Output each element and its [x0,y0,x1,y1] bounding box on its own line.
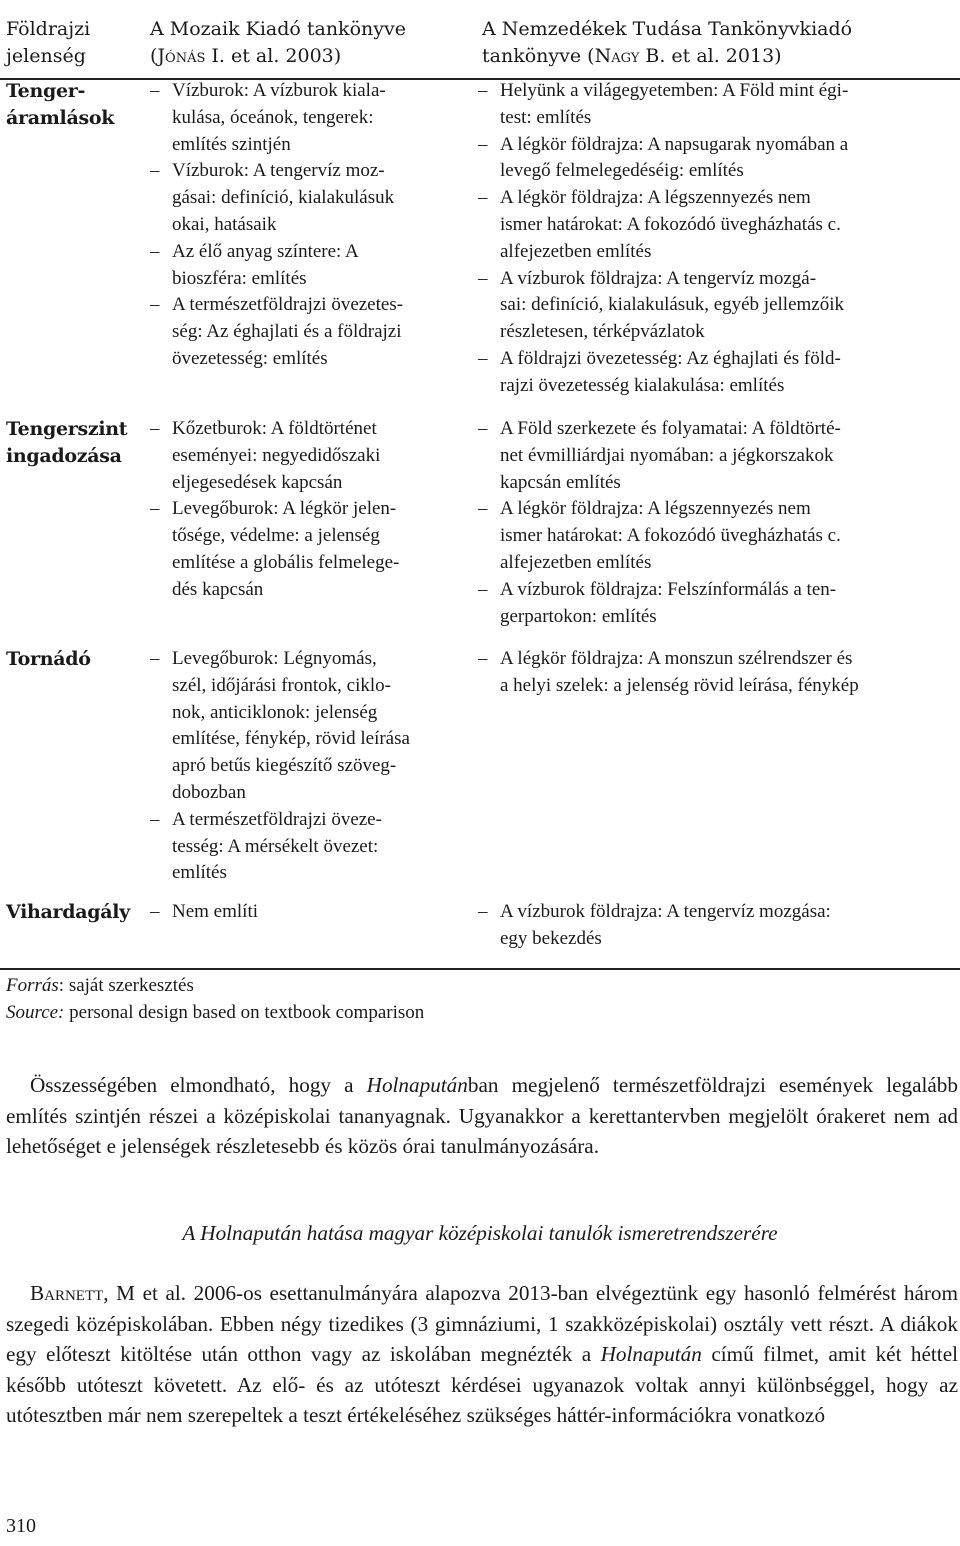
list-item-line: A légkör földrajza: A légszennyezés nem [500,187,811,209]
ntk-cell [478,416,958,630]
header-line: A Mozaik Kiadó tankönyve [150,18,406,40]
list-item-line: dés kapcsán [172,578,264,600]
film-title: Holnapután [600,1342,702,1366]
list-item [478,646,958,700]
list-item [478,496,958,576]
list-item-line: rajzi övezetesség kialakulása: említés [500,374,785,396]
source-en: Source: personal design based on textbook comparison [6,1002,425,1023]
header-line: jelenség [6,45,86,67]
list-item-line: alfejezetben említés [500,240,652,262]
ntk-cell [478,646,958,700]
row-label-line: Tengerszint [6,418,128,440]
list-item-line: sai: definíció, kialakulásuk, egyéb jellemzőik [500,294,845,316]
row-label [6,416,146,470]
film-title: Holnapután [366,1073,468,1097]
list-item-line: kulása, óceánok, tengerek: [172,106,374,128]
section-heading: A Holnapután hatása magyar középiskolai tanulók ismeretrendszerére [182,1221,778,1245]
list-item-line: ismer határokat: A fokozódó üvegházhatás c. [500,525,841,547]
list-item-line: A vízburok földrajza: A tengervíz mozgása: [500,901,831,922]
list-item-line: Kőzetburok: A földtörténet [172,418,377,439]
row-label-line: Tornádó [6,648,91,670]
list-item-line: ismer határokat: A fokozódó üvegházhatás c. [500,213,841,235]
list-item-line: net évmilliárdjai nyomában: a jégkorszakok [500,444,834,466]
list-item-line: tesség: A mérsékelt övezet: [172,835,379,857]
list-item-line: említés [172,862,227,884]
list-item-line: ség: Az éghajlati és a földrajzi [172,321,402,343]
row-label [6,646,146,673]
list-item-line: egy bekezdés [500,927,602,949]
list-item-line: A földrajzi övezetesség: Az éghajlati és föld- [500,347,841,369]
list-item-line: bioszféra: említés [172,267,307,289]
header-line: tankönyve (Nagy B. et al. 2013) [482,45,782,67]
study-paragraph: Barnett, M et al. 2006-os esettanulmányára alapozva 2013-ban elvégeztünk egy hasonló felmérést három szegedi középiskolában. Ebben négy tizedikes (3 gimnáziumi, 1 szakközépiskolai) osztály vett részt. A diákok egy előteszt kitöltése után otthon vagy az iskolában megnézték a Holnapután című filmet, amit két héttel később utóteszt követett. Az elő- és az utóteszt kérdései ugyanazok voltak annyi különbséggel, hogy az utótesztben már nem szerepeltek a teszt értékeléséhez szükséges háttér-információkra vonatkozó [6,1281,958,1427]
list-item-line: A légkör földrajza: A légszennyezés nem [500,498,811,520]
summary-paragraph: Összességében elmondható, hogy a Holnaputánban megjelenő természetföldrajzi események legalább említés szintjén részei a középiskolai tananyagnak. Ugyanakkor a kerettantervben megjelölt órakeret nem ad lehetőséget e jelenségek részletesebb és közös órai tanulmányozására. [6,1073,958,1158]
list-item-line: eljegesedések kapcsán [172,471,343,493]
list-item-line: dobozban [172,781,246,803]
list-item-line: a helyi szelek: a jelenség rövid leírása, fénykép [500,674,859,696]
list-item [478,346,958,400]
dash-bullet: – [150,808,160,830]
author-name: Barnett [30,1281,104,1305]
list-item-line: A természetföldrajzi övezetes- [172,294,404,316]
list-item [150,807,480,887]
list-item-line: eseményei: negyedidőszaki [172,444,381,466]
list-item-line: Vízburok: A tengervíz moz- [172,160,385,182]
dash-bullet: – [478,901,488,922]
list-item-line: apró betűs kiegészítő szöveg- [172,755,397,777]
list-item [478,132,958,186]
list-item-line: említése a globális felmelege- [172,551,400,573]
list-item [478,899,958,953]
list-item-line: kapcsán említés [500,471,621,493]
list-item-line: A Föld szerkezete és folyamatai: A földtörté- [500,418,841,439]
dash-bullet: – [478,578,488,600]
table-bottom-rule [0,968,960,970]
dash-bullet: – [150,418,160,439]
ntk-cell [478,78,958,400]
list-item-line: említése, fénykép, rövid leírása [172,728,410,750]
header-mozaik-textbook [150,16,470,70]
list-item [150,899,480,926]
list-item-line: tősége, védelme: a jelenség [172,525,380,547]
dash-bullet: – [478,187,488,209]
row-label-line: Tenger- [6,80,86,102]
list-item [150,646,480,807]
row-label-line: Vihardagály [6,901,130,923]
list-item-line: test: említés [500,106,592,128]
row-label [6,899,146,926]
row-label [6,78,146,132]
dash-bullet: – [150,160,160,182]
dash-bullet: – [150,294,160,316]
list-item-line: okai, hatásaik [172,213,277,235]
dash-bullet: – [478,80,488,101]
list-item [150,239,480,293]
list-item [150,78,480,158]
list-item-line: Helyünk a világegyetemben: A Föld mint égi- [500,80,849,101]
list-item [150,292,480,372]
header-phenomenon [6,16,136,70]
author-name: Jónás [157,45,206,67]
author-name: Nagy [594,45,640,67]
mozaik-cell [150,646,480,887]
header-line: (Jónás I. et al. 2003) [150,45,342,67]
dash-bullet: – [478,648,488,669]
dash-bullet: – [150,901,160,922]
list-item [150,416,480,496]
list-item [478,266,958,346]
header-line: A Nemzedékek Tudása Tankönyvkiadó [482,18,853,40]
list-item-line: részletesen, térképvázlatok [500,321,705,343]
list-item-line: nok, anticiklonok: jelenség [172,701,378,723]
dash-bullet: – [150,498,160,520]
source-hu: Forrás: saját szerkesztés [6,975,194,996]
mozaik-cell [150,416,480,604]
dash-bullet: – [150,80,160,101]
list-item-line: alfejezetben említés [500,551,652,573]
dash-bullet: – [150,240,160,262]
list-item [478,416,958,496]
list-item-line: Vízburok: A vízburok kiala- [172,80,386,101]
ntk-cell [478,899,958,953]
list-item-line: gerpartokon: említés [500,605,657,627]
list-item-line: Az élő anyag színtere: A [172,240,359,262]
mozaik-cell [150,78,480,373]
list-item-line: Nem említi [172,901,259,922]
dash-bullet: – [478,347,488,369]
list-item-line: A természetföldrajzi öveze- [172,808,382,830]
table-source-note [6,972,424,1026]
header-line: Földrajzi [6,18,91,40]
dash-bullet: – [478,267,488,289]
list-item-line: A vízburok földrajza: Felszínformálás a ten- [500,578,837,600]
header-ntk-textbook [482,16,952,70]
list-item [478,78,958,132]
list-item-line: A légkör földrajza: A napsugarak nyomában a [500,133,849,155]
mozaik-cell [150,899,480,926]
dash-bullet: – [150,648,160,669]
dash-bullet: – [478,498,488,520]
row-label-line: áramlások [6,107,115,129]
list-item-line: gásai: definíció, kialakulásuk [172,187,395,209]
list-item-line: Levegőburok: Légnyomás, [172,648,377,669]
list-item-line: A vízburok földrajza: A tengervíz mozgá- [500,267,817,289]
list-item [150,158,480,238]
list-item-line: A légkör földrajza: A monszun szélrendszer és [500,648,853,669]
list-item [478,185,958,265]
list-item-line: említés szintjén [172,133,291,155]
list-item-line: Levegőburok: A légkör jelen- [172,498,397,520]
dash-bullet: – [478,133,488,155]
list-item [150,496,480,603]
row-label-line: ingadozása [6,445,122,467]
list-item [478,577,958,631]
list-item-line: övezetesség: említés [172,347,328,369]
list-item-line: szél, időjárási frontok, ciklo- [172,674,391,696]
list-item-line: levegő felmelegedéséig: említés [500,160,744,182]
page-number: 310 [6,1515,36,1537]
dash-bullet: – [478,418,488,439]
